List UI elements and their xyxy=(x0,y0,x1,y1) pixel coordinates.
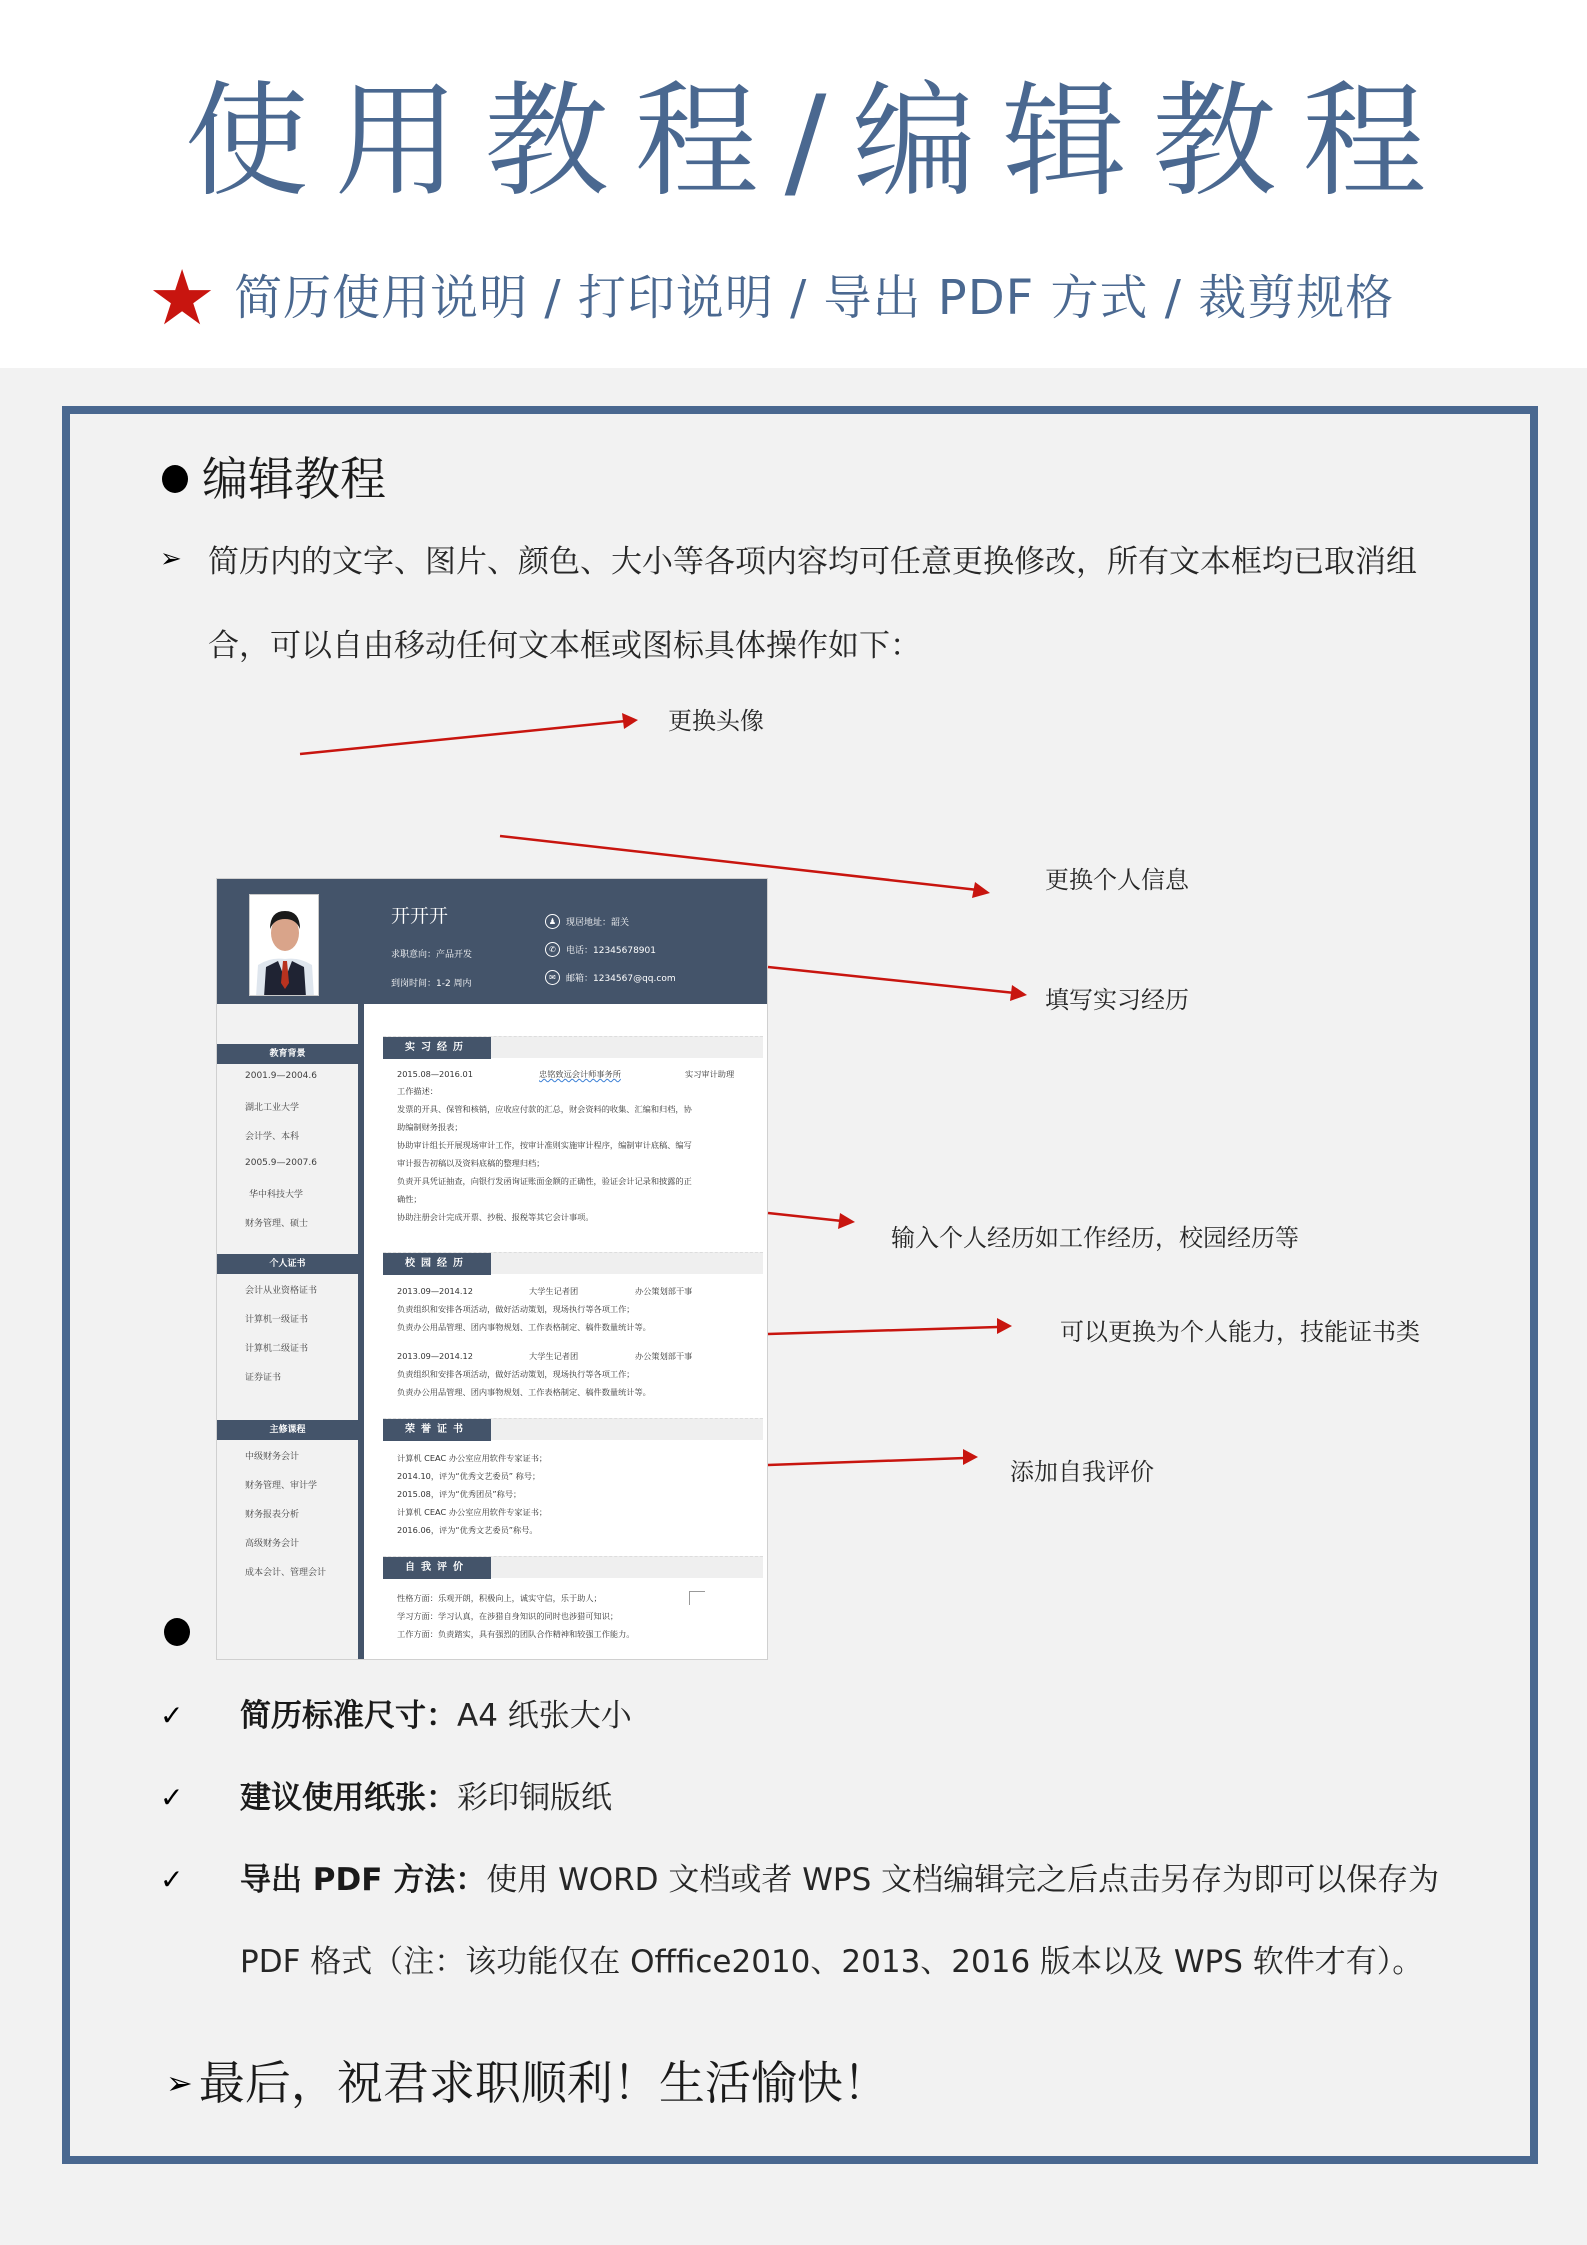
resume-arrival[interactable]: 到岗时间：1-2 周内 xyxy=(391,979,472,989)
resume-contact-phone[interactable] xyxy=(545,942,656,957)
mail-icon: ✉ xyxy=(545,970,560,985)
check-icon: ✓ xyxy=(160,1863,184,1896)
internship-line[interactable]: 助编制财务报表； xyxy=(397,1122,463,1132)
annotation-personal-experience: 输入个人经历如工作经历，校园经历等 xyxy=(891,1224,1299,1252)
sidebar-item[interactable]: 证券证书 xyxy=(245,1373,282,1383)
campus-period[interactable]: 2013.09—2014.12 xyxy=(397,1286,473,1296)
subtitle-row xyxy=(148,253,1395,342)
internship-line[interactable]: 确性； xyxy=(397,1194,422,1204)
internship-line[interactable]: 协助注册会计完成开票、抄税、报税等其它会计事项。 xyxy=(397,1212,594,1222)
paragraph-line-1: 简历内的文字、图片、颜色、大小等各项内容均可任意更换修改，所有文本框均已取消组 xyxy=(208,544,1417,580)
section-title-internship: 实习经历 xyxy=(383,1037,491,1059)
sidebar-item[interactable]: 财务报表分析 xyxy=(245,1510,300,1520)
resume-preview xyxy=(216,878,768,1660)
arrow-bullet-icon: ➢ xyxy=(160,544,182,574)
spec-label: 导出 PDF 方法： xyxy=(240,1862,487,1898)
campus-org[interactable]: 大学生记者团 xyxy=(529,1351,579,1361)
section-heading-edit xyxy=(162,444,386,514)
check-icon: ✓ xyxy=(160,1781,184,1814)
section-bar-campus xyxy=(383,1252,763,1274)
honor-line[interactable]: 2014.10，评为“优秀文艺委员” 称号； xyxy=(397,1471,541,1481)
sidebar-item[interactable]: 计算机一级证书 xyxy=(245,1315,309,1325)
avatar[interactable] xyxy=(249,894,319,996)
bullet-dot-icon xyxy=(164,1618,190,1646)
section-title-campus: 校园经历 xyxy=(383,1253,491,1275)
subtitle: 简历使用说明 / 打印说明 / 导出 PDF 方式 / 裁剪规格 xyxy=(234,270,1395,326)
campus-org[interactable]: 大学生记者团 xyxy=(529,1286,579,1296)
resume-header xyxy=(217,879,768,1004)
spec-value: A4 纸张大小 xyxy=(457,1698,632,1734)
sidebar-item[interactable]: 会计学、本科 xyxy=(245,1132,300,1142)
self-eval-line[interactable]: 性格方面：乐观开朗，积极向上，诚实守信，乐于助人； xyxy=(397,1593,602,1603)
spec-value: 使用 WORD 文档或者 WPS 文档编辑完之后点击另存为即可以保存为 xyxy=(486,1862,1440,1898)
sidebar-item[interactable]: 会计从业资格证书 xyxy=(245,1286,318,1296)
arrow-bullet-icon: ➢ xyxy=(166,2064,193,2102)
check-icon: ✓ xyxy=(160,1699,184,1732)
section-bar-honors xyxy=(383,1418,763,1440)
spec-item-pdf xyxy=(160,1858,1439,1902)
resume-contact-address[interactable] xyxy=(545,914,629,929)
campus-role[interactable]: 办公策划部干事 xyxy=(635,1351,693,1361)
campus-line[interactable]: 负责办公用品管理、团内事物规划、工作表格制定、稿件数量统计等。 xyxy=(397,1387,651,1397)
spec-item-size xyxy=(160,1694,632,1738)
campus-role[interactable]: 办公策划部干事 xyxy=(635,1286,693,1296)
sidebar-item[interactable]: 2005.9—2007.6 xyxy=(245,1158,317,1168)
internship-period[interactable]: 2015.08—2016.01 xyxy=(397,1069,473,1079)
closing-message xyxy=(166,2048,889,2118)
sidebar-title-education: 教育背景 xyxy=(217,1044,358,1064)
section-heading-text: 编辑教程 xyxy=(202,452,386,506)
section-title-self-eval: 自我评价 xyxy=(383,1557,491,1579)
email-text: 邮箱：1234567@qq.com xyxy=(566,974,676,984)
page-title: 使用教程/编辑教程 xyxy=(184,70,1453,214)
resume-contact-email[interactable] xyxy=(545,970,676,985)
avatar-image xyxy=(250,895,319,996)
spec-value: 彩印铜版纸 xyxy=(457,1780,612,1816)
bullet-dot-icon xyxy=(162,465,188,493)
internship-line[interactable]: 审计报告初稿以及资料底稿的整理归档； xyxy=(397,1158,545,1168)
honor-line[interactable]: 2016.06，评为“优秀文艺委员”称号。 xyxy=(397,1525,538,1535)
sidebar-item[interactable]: 成本会计、管理会计 xyxy=(245,1568,327,1578)
annotation-self-eval: 添加自我评价 xyxy=(1010,1458,1154,1486)
star-icon: ★ xyxy=(148,253,217,342)
campus-period[interactable]: 2013.09—2014.12 xyxy=(397,1351,473,1361)
spec-item-paper xyxy=(160,1776,612,1820)
internship-company[interactable]: 忠铭致远会计师事务所 xyxy=(539,1069,621,1079)
internship-line[interactable]: 发票的开具、保管和核销，应收应付款的汇总，财会资料的收集、汇编和归档，协 xyxy=(397,1104,692,1114)
section-bar-internship xyxy=(383,1036,763,1058)
self-eval-line[interactable]: 工作方面：负责踏实，具有强烈的团队合作精神和较强工作能力。 xyxy=(397,1629,635,1639)
internship-line[interactable]: 工作描述： xyxy=(397,1086,438,1096)
sidebar-item[interactable]: 2001.9—2004.6 xyxy=(245,1071,317,1081)
honor-line[interactable]: 计算机 CEAC 办公室应用软件专家证书； xyxy=(397,1453,548,1463)
internship-line[interactable]: 协助审计组长开展现场审计工作，按审计准则实施审计程序，编制审计底稿、编写 xyxy=(397,1140,692,1150)
annotation-change-avatar: 更换头像 xyxy=(668,707,764,735)
annotation-skills: 可以更换为个人能力，技能证书类 xyxy=(1060,1318,1420,1346)
honor-line[interactable]: 计算机 CEAC 办公室应用软件专家证书； xyxy=(397,1507,548,1517)
campus-line[interactable]: 负责组织和安排各项活动，做好活动策划，现场执行等各项工作； xyxy=(397,1369,635,1379)
person-icon: ♟ xyxy=(545,914,560,929)
phone-icon: ✆ xyxy=(545,942,560,957)
resume-job-intent[interactable]: 求职意向：产品开发 xyxy=(391,950,473,960)
spec-label: 简历标准尺寸： xyxy=(240,1698,457,1734)
self-eval-line[interactable]: 学习方面：学习认真，在涉猎自身知识的同时也涉猎可知识； xyxy=(397,1611,619,1621)
spec-value-continued: PDF 格式（注：该功能仅在 Offfice2010、2013、2016 版本以及 WPS 软件才有）。 xyxy=(240,1944,1424,1980)
address-text: 现居地址：韶关 xyxy=(566,918,630,928)
campus-line[interactable]: 负责办公用品管理、团内事物规划、工作表格制定、稿件数量统计等。 xyxy=(397,1322,651,1332)
sidebar-item[interactable]: 湖北工业大学 xyxy=(245,1103,300,1113)
annotation-internship: 填写实习经历 xyxy=(1045,986,1189,1014)
sidebar-item[interactable]: 中级财务会计 xyxy=(245,1452,300,1462)
paragraph-line-2: 合，可以自由移动任何文本框或图标具体操作如下： xyxy=(208,628,921,664)
sidebar-item[interactable]: 财务管理、审计学 xyxy=(245,1481,318,1491)
hero-header xyxy=(0,0,1587,368)
sidebar-item[interactable]: 华中科技大学 xyxy=(249,1190,304,1200)
closing-text: 最后，祝君求职顺利！生活愉快！ xyxy=(198,2056,889,2110)
sidebar-item[interactable]: 计算机二级证书 xyxy=(245,1344,309,1354)
spec-label: 建议使用纸张： xyxy=(240,1780,457,1816)
sidebar-item[interactable]: 高级财务会计 xyxy=(245,1539,300,1549)
resume-sidebar-stripe xyxy=(358,1004,364,1660)
honor-line[interactable]: 2015.08，评为“优秀团员”称号； xyxy=(397,1489,522,1499)
internship-role[interactable]: 实习审计助理 xyxy=(685,1069,735,1079)
section-bar-self-eval xyxy=(383,1556,763,1578)
phone-text: 电话：12345678901 xyxy=(566,946,656,956)
section-title-honors: 荣誉证书 xyxy=(383,1419,491,1441)
resume-name[interactable]: 开开开 xyxy=(391,905,449,927)
text-box-corner-marker xyxy=(689,1591,705,1605)
annotation-change-info: 更换个人信息 xyxy=(1045,866,1189,894)
sidebar-item[interactable]: 财务管理、硕士 xyxy=(245,1219,309,1229)
sidebar-title-courses: 主修课程 xyxy=(217,1420,358,1440)
sidebar-title-certificates: 个人证书 xyxy=(217,1254,358,1274)
campus-line[interactable]: 负责组织和安排各项活动，做好活动策划，现场执行等各项工作； xyxy=(397,1304,635,1314)
internship-line[interactable]: 负责开具凭证抽查，向银行发函询证账面金额的正确性，验证会计记录和披露的正 xyxy=(397,1176,692,1186)
